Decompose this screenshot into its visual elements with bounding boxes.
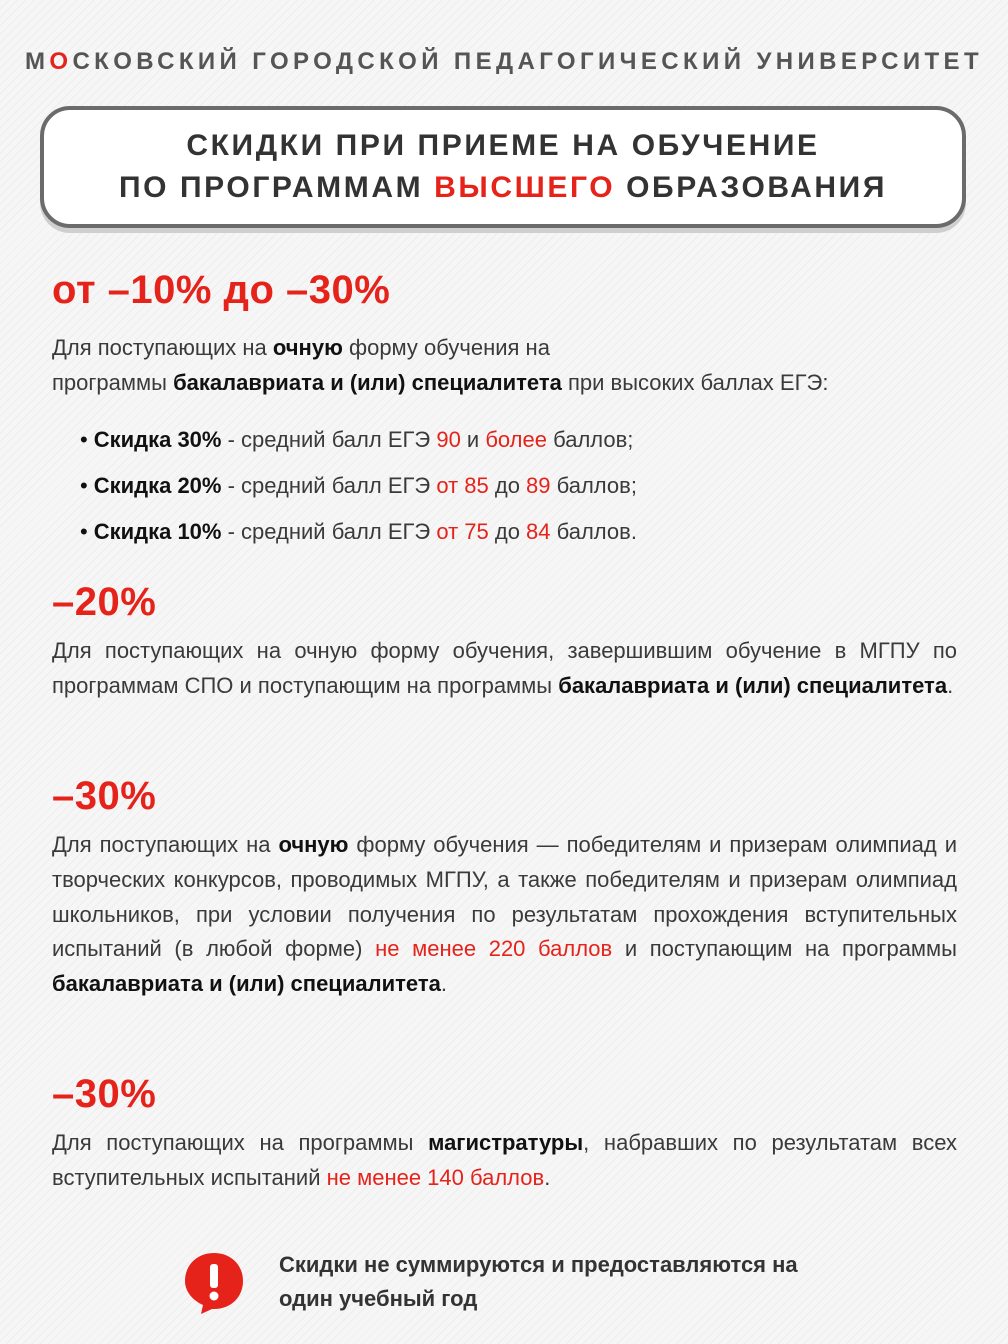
bullet-text: и <box>460 427 486 452</box>
bullet-text: баллов; <box>550 473 637 498</box>
note-line-1: Скидки не суммируются и предоставляются на <box>279 1252 798 1277</box>
title-line-2-start: ПО ПРОГРАММАМ <box>118 171 435 204</box>
note-line-2: один учебный год <box>279 1286 478 1311</box>
section1-heading: от –10% до –30% <box>52 268 391 312</box>
bullet-value: от 75 <box>436 519 489 544</box>
bullet-text: баллов; <box>547 427 634 452</box>
bullet-value: 89 <box>526 473 551 498</box>
section3-bold-2: бакалавриата и (или) специалитета <box>52 971 441 997</box>
section3-body-2: форму обучения — победителям и призерам олимпиад и творческих конкурсов, проводимых МГПУ, а также победителям и призерам олимпиад школьников, при условии получения по результатам прохождения вступительных испытаний (в любой форме) <box>52 832 958 962</box>
section3-heading: –30% <box>52 774 157 818</box>
section3-text <box>52 828 957 1002</box>
university-name <box>0 48 1008 76</box>
section2-body: Для поступающих на очную форму обучения, завершившим обучение в МГПУ по программам СПО и поступающим на программы <box>52 638 957 698</box>
section2-bold: бакалавриата и (или) специалитета <box>558 672 948 698</box>
note-text <box>279 1248 798 1316</box>
section1-line2-rest: при высоких баллах ЕГЭ: <box>561 369 829 395</box>
bullet-text: - средний балл ЕГЭ <box>221 473 437 498</box>
section3-end: . <box>440 971 447 997</box>
section1-line1-bold: очную <box>272 335 343 360</box>
discount-list <box>80 422 637 560</box>
title-line-2-end: ОБРАЗОВАНИЯ <box>615 171 888 204</box>
section1-line1-text: Для поступающих на <box>52 335 273 360</box>
bullet-text: до <box>488 519 527 544</box>
section4-body-1: Для поступающих на программы <box>52 1130 429 1155</box>
bullet-value: 84 <box>526 519 551 544</box>
section1-intro <box>52 331 957 401</box>
list-item <box>80 422 637 468</box>
bullet-text: баллов. <box>550 519 637 544</box>
bullet-text: до <box>488 473 527 498</box>
title-highlight: ВЫСШЕГО <box>434 171 616 204</box>
title-box <box>40 106 966 228</box>
bullet-label: Скидка 10% <box>93 519 222 544</box>
section3-red: не менее 220 баллов <box>375 936 613 962</box>
bullet-label: Скидка 20% <box>93 473 222 498</box>
section3-body-1: Для поступающих на <box>52 832 279 857</box>
section3-body-3: и поступающим на программы <box>612 936 957 962</box>
section4-heading: –30% <box>52 1072 157 1116</box>
university-letter-o: О <box>49 48 73 75</box>
bullet-text: - средний балл ЕГЭ <box>221 519 437 544</box>
section2-end: . <box>947 672 954 698</box>
section4-bold: магистратуры <box>428 1130 584 1155</box>
section1-line2 <box>52 366 957 401</box>
title-line-1: СКИДКИ ПРИ ПРИЕМЕ НА ОБУЧЕНИЕ <box>186 129 820 162</box>
bullet-label: Скидка 30% <box>93 427 222 452</box>
section4-end: . <box>544 1164 551 1190</box>
section2-text <box>52 634 957 704</box>
section1-line2-text: программы <box>52 369 174 395</box>
title-line-2 <box>119 167 887 209</box>
bullet-text: - средний балл ЕГЭ <box>221 427 437 452</box>
list-item <box>80 514 637 560</box>
section1-line1 <box>52 331 957 366</box>
bullet-value: от 85 <box>436 473 489 498</box>
university-letter-m: М <box>24 48 50 75</box>
bullet-value: 90 <box>436 427 461 452</box>
section2-heading: –20% <box>52 580 157 624</box>
section3-bold-1: очную <box>278 832 349 857</box>
section4-red: не менее 140 баллов <box>326 1164 545 1190</box>
section4-body-2: , набравших по результатам всех вступительных испытаний <box>52 1130 957 1190</box>
university-name-rest: СКОВСКИЙ ГОРОДСКОЙ ПЕДАГОГИЧЕСКИЙ УНИВЕРСИТЕТ <box>72 48 984 75</box>
exclamation-icon <box>183 1251 245 1315</box>
bullet-value: более <box>485 427 547 452</box>
section1-line2-bold: бакалавриата и (или) специалитета <box>173 369 562 395</box>
section4-text <box>52 1126 957 1196</box>
list-item <box>80 468 637 514</box>
section1-line1-rest: форму обучения на <box>342 335 550 360</box>
